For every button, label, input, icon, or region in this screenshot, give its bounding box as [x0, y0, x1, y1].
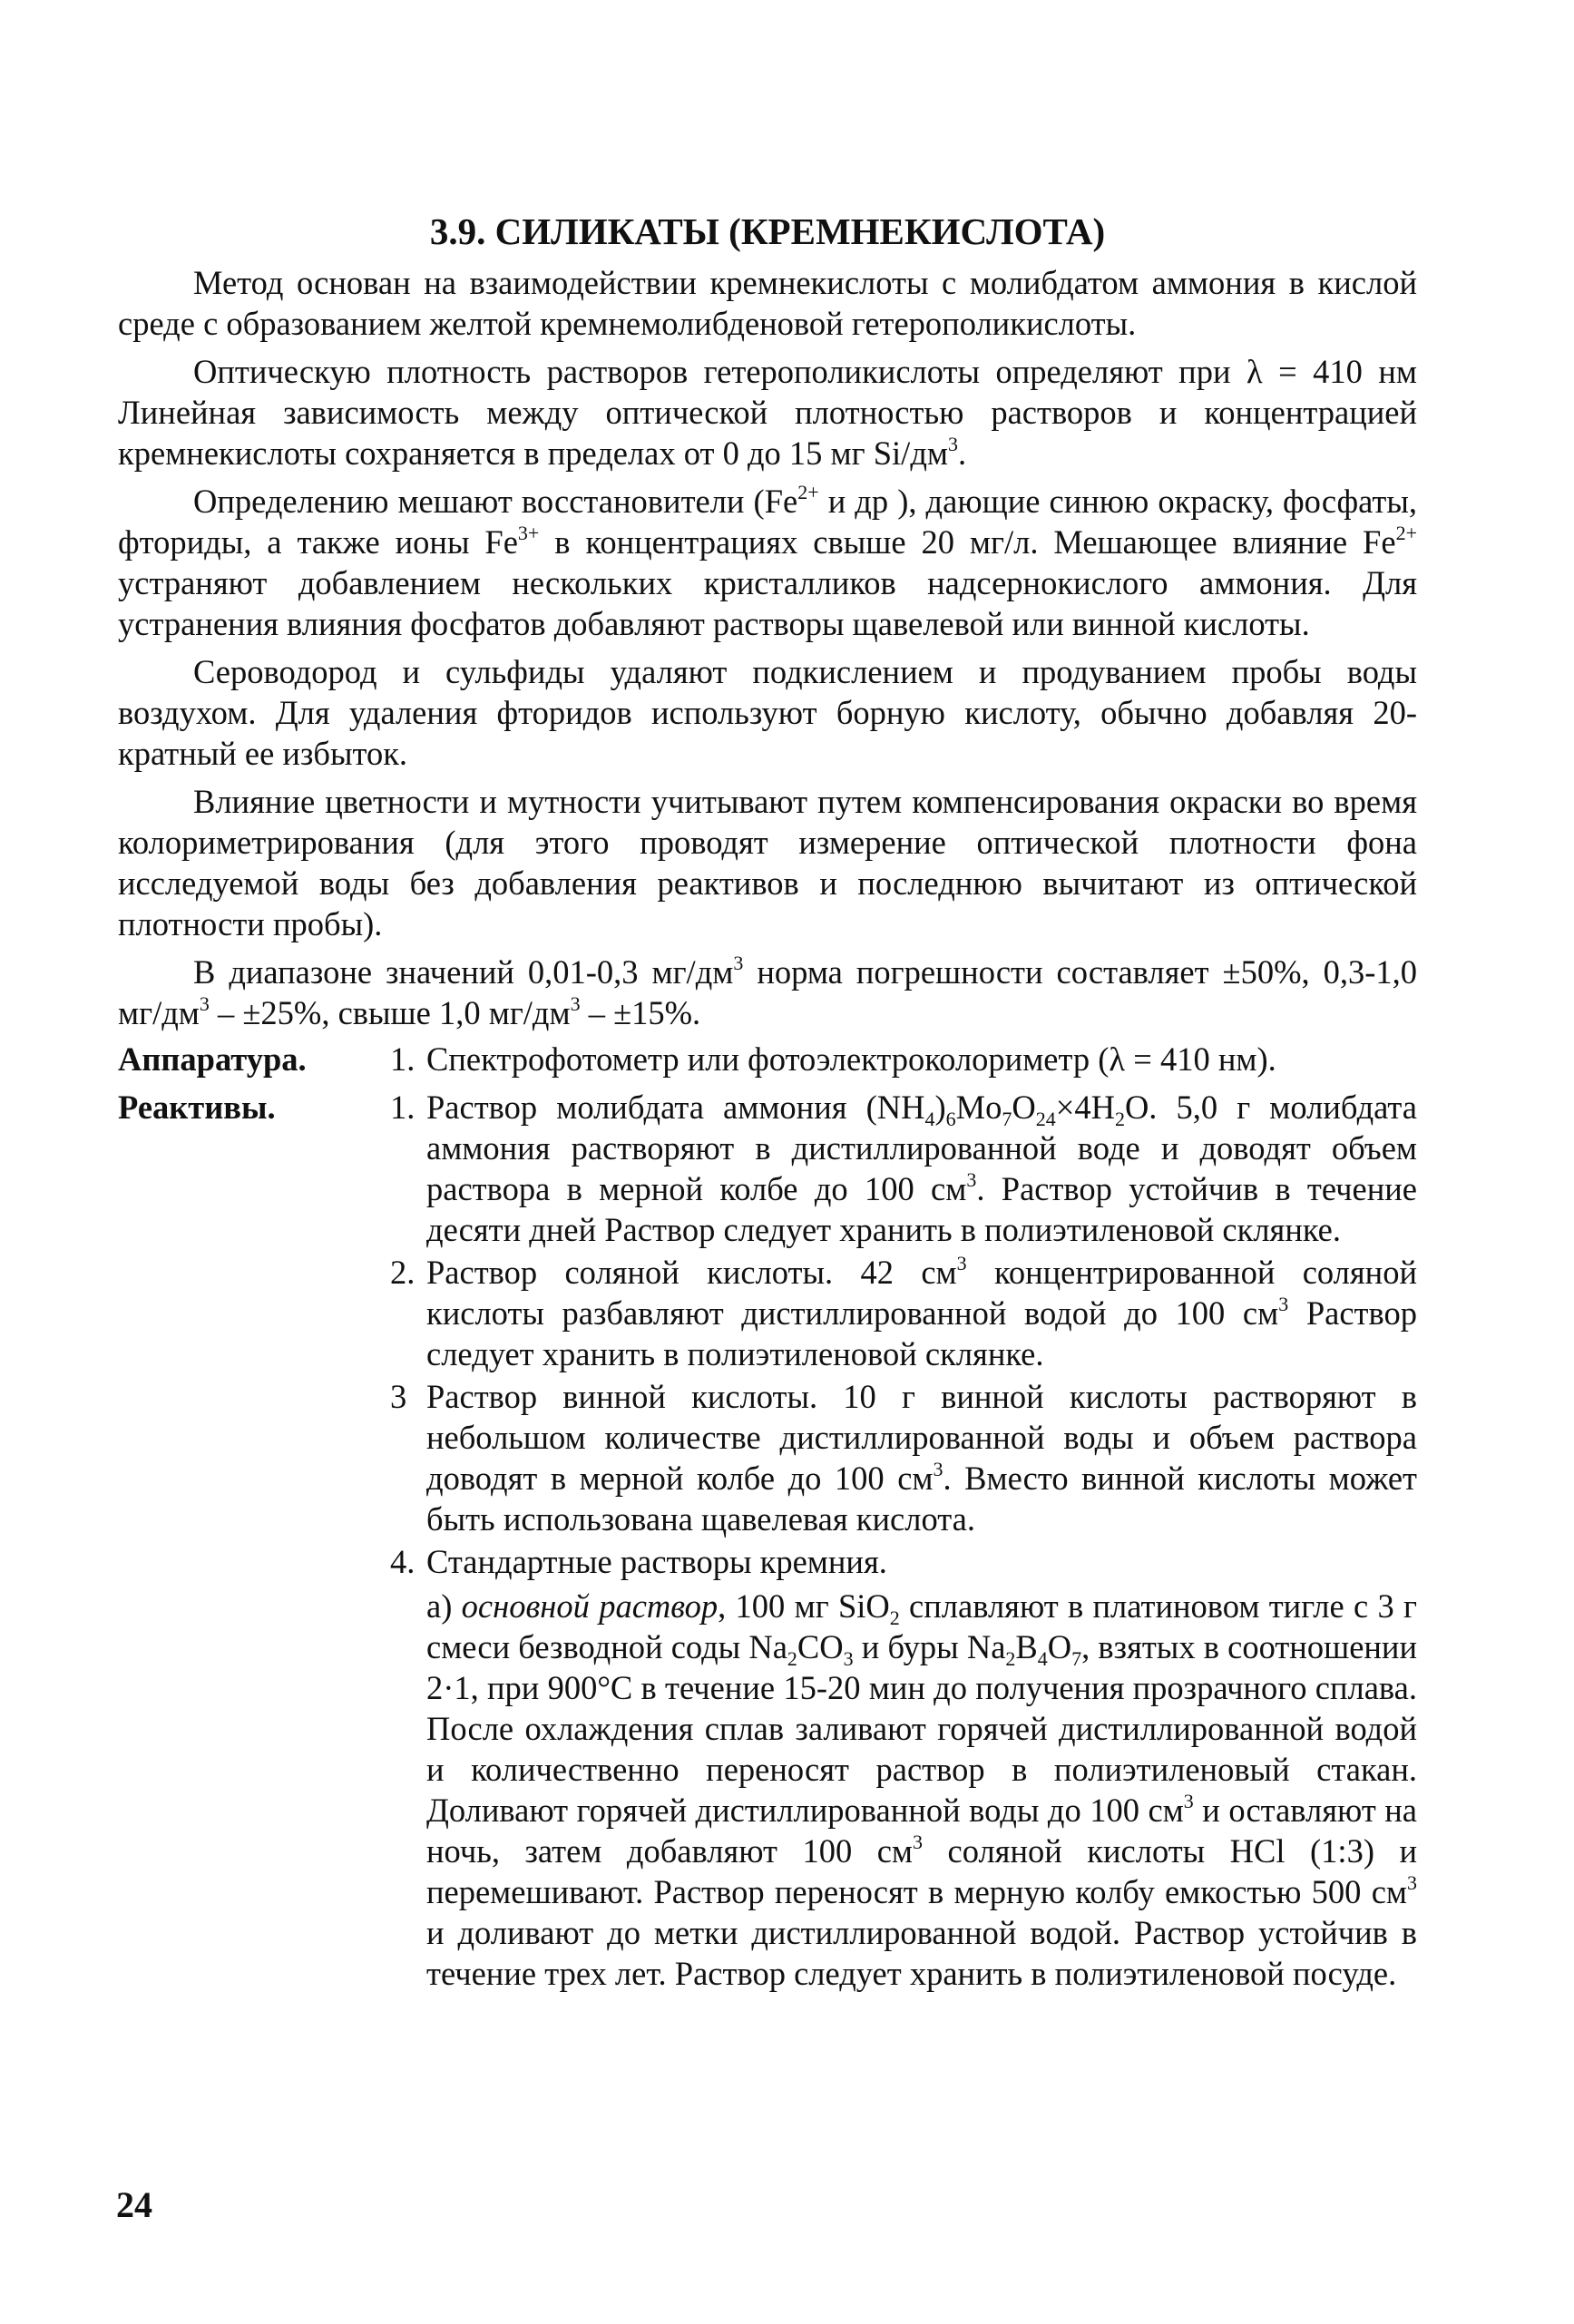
item-number: 4.	[390, 1543, 415, 1580]
paragraph-color-turbidity: Влияние цветности и мутности учитывают путем компенсирования окраски во время колориметрирования (для этого проводят измерение оптической плотности фона исследуемой воды без добавления реактивов и последнюю вычитают из оптической плотности пробы).	[118, 783, 1417, 942]
subitem-stock-solution: а) основной раствор, 100 мг SiO$_2$ сплавляют в платиновом тигле с 3 г смеси безводной соды $Na_2CO_3$ и буры $Na_2B_4O_7$, взятых в соотношении 2·1, при 900°C в течение 15-20 мин до получения прозрачного сплава. После охлаждения сплав заливают горячей дистиллированной водой и количественно переносят раствор в полиэтиленовый стакан. Доливают горячей дистиллированной воды до 100 $см^3$ и оставляют на ночь, затем добавляют 100 $см^3$ соляной кислоты HCl (1:3) и перемешивают. Раствор переносят в мерную колбу емкостью 500 $см^3$ и доливают до метки дистиллированной водой. Раствор устойчив в течение трех лет. Раствор следует хранить в полиэтиленовой посуде.	[426, 1587, 1418, 1992]
item-text	[426, 1541, 1417, 1994]
reagent-item-4	[390, 1541, 1417, 1994]
apparatus-section	[118, 1039, 1417, 1081]
item-text: Раствор молибдата аммония $(NH_4)_6Mo_7O_{24}\times 4H_2O$. 5,0 г молибдата аммония растворяют в дистиллированной воде и доводят объем раствора в мерной колбе до 100 $см^3$. Раствор устойчив в течение десяти дней Раствор следует хранить в полиэтиленовой склянке.	[426, 1089, 1417, 1248]
paragraph-method: Метод основан на взаимодействии кремнекислоты с молибдатом аммония в кислой среде с образованием желтой кремнемолибденовой гетерополикислоты.	[118, 264, 1417, 342]
paragraph-sulfides: Сероводород и сульфиды удаляют подкислением и продуванием пробы воды воздухом. Для удаления фторидов используют борную кислоту, обычно добавляя 20-кратный ее избыток.	[118, 653, 1417, 772]
paragraph-optical-density: Оптическую плотность растворов гетерополикислоты определяют при λ = 410 нм Линейная зависимость между оптической плотностью растворов и концентрацией кремнекислоты сохраняется в пределах от 0 до 15 мг $Si/дм^3$.	[118, 353, 1417, 472]
item-text: Спектрофотометр или фотоэлектроколориметр (λ = 410 нм).	[426, 1040, 1276, 1078]
paragraph-interferences: Определению мешают восстановители ($Fe^{2+}$ и др ), дающие синюю окраску, фосфаты, фториды, а также ионы $Fe^{3+}$ в концентрациях свыше 20 мг/л. Мешающее влияние $Fe^{2+}$ устраняют добавлением нескольких кристалликов надсернокислого аммония. Для устранения влияния фосфатов добавляют растворы щавелевой или винной кислоты.	[118, 481, 1417, 642]
paragraph-error-norm: В диапазоне значений 0,01-0,3 $мг/дм^3$ норма погрешности составляет ±50%, 0,3-1,0 $мг/дм^3 - \pm 25\%$, свыше 1,0 $мг/дм^3 - \pm 15\%$.	[118, 952, 1417, 1031]
apparatus-label: Аппаратура.	[118, 1040, 307, 1078]
item-title: Стандартные растворы кремния.	[426, 1543, 887, 1580]
item-number: 3	[390, 1378, 407, 1415]
item-number: 2.	[390, 1254, 415, 1291]
item-text: Раствор соляной кислоты. 42 $см^3$ концентрированной соляной кислоты разбавляют дистиллированной водой до 100 $см^3$ Раствор следует хранить в полиэтиленовой склянке.	[426, 1252, 1417, 1372]
reagents-section	[118, 1087, 1417, 1996]
reagent-item-1	[390, 1087, 1417, 1250]
reagent-item-2	[390, 1252, 1417, 1374]
item-number: 1.	[390, 1040, 415, 1078]
item-text: Раствор винной кислоты. 10 г винной кислоты растворяют в небольшом количестве дистиллированной воды и объем раствора доводят в мерной колбе до 100 $см^3$. Вместо винной кислоты может быть использована щавелевая кислота.	[426, 1378, 1418, 1538]
apparatus-item	[390, 1039, 1417, 1079]
page-content	[118, 204, 1417, 1996]
item-number: 1.	[390, 1089, 415, 1126]
page-number: 24	[116, 2184, 152, 2225]
section-title: 3.9. СИЛИКАТЫ (КРЕМНЕКИСЛОТА)	[429, 210, 1106, 252]
reagents-label: Реактивы.	[118, 1089, 276, 1126]
reagent-item-3	[390, 1376, 1417, 1539]
